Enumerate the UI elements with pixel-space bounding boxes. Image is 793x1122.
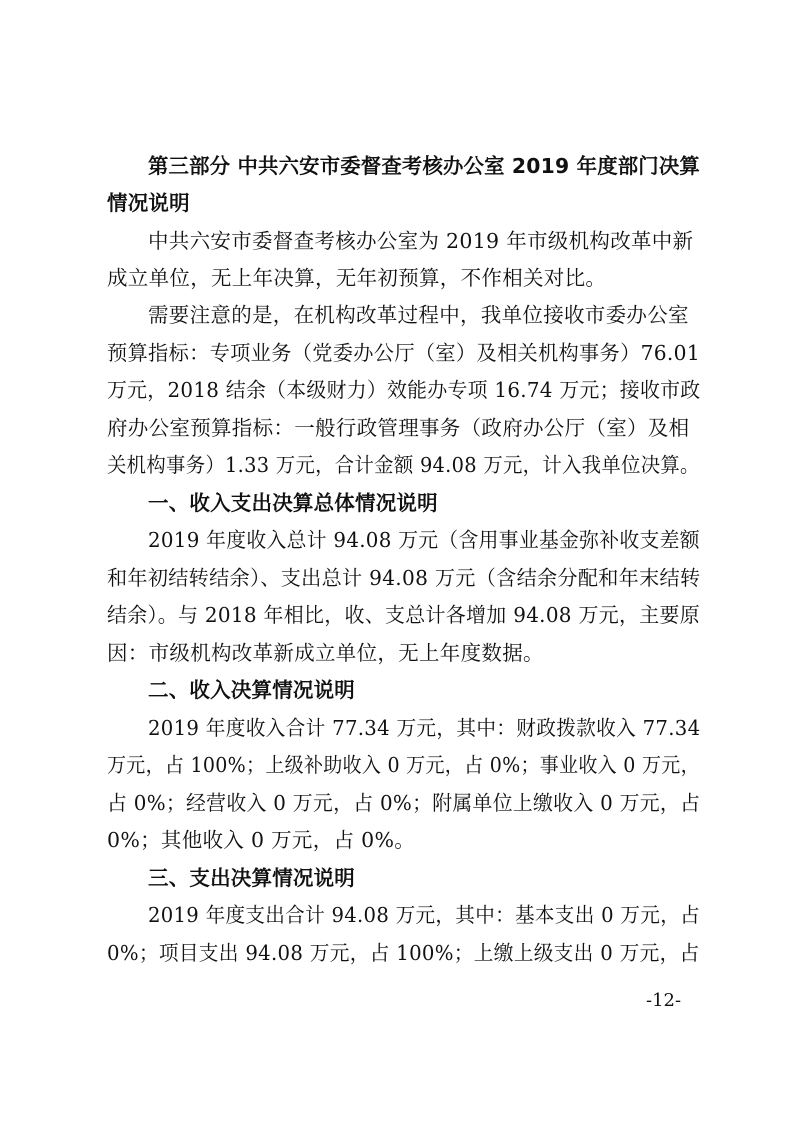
note-paragraph-line-2: 预算指标：专项业务（党委办公厅（室）及相关机构事务）76.01 [107,341,701,365]
note-paragraph-line-5: 关机构事务）1.33 万元，合计金额 94.08 万元，计入我单位决算。 [107,453,700,477]
section2-line-2: 万元，占 100%；上级补助收入 0 万元，占 0%；事业收入 0 万元， [107,753,700,777]
page-number: -12- [646,990,682,1011]
section1-line-1: 2019 年度收入总计 94.08 万元（含用事业基金弥补收支差额 [148,528,700,552]
intro-paragraph-line-2: 成立单位，无上年决算，无年初预算，不作相关对比。 [107,266,607,290]
section3-line-2: 0%；项目支出 94.08 万元，占 100%；上缴上级支出 0 万元，占 [107,941,700,965]
note-paragraph-line-3: 万元，2018 结余（本级财力）效能办专项 16.74 万元；接收市政 [107,378,701,402]
section3-line-1: 2019 年度支出合计 94.08 万元，其中：基本支出 0 万元，占 [148,903,701,927]
section1-line-2: 和年初结转结余）、支出总计 94.08 万元（含结余分配和年末结转 [107,566,701,590]
document-title-line-1: 第三部分 中共六安市委督查考核办公室 2019 年度部门决算 [148,154,700,178]
section3-heading: 三、支出决算情况说明 [148,866,355,890]
document-title-line-2: 情况说明 [107,191,190,215]
section2-heading: 二、收入决算情况说明 [148,678,355,702]
section2-line-3: 占 0%；经营收入 0 万元，占 0%；附属单位上缴收入 0 万元，占 [107,791,701,815]
section2-line-1: 2019 年度收入合计 77.34 万元，其中：财政拨款收入 77.34 [148,716,701,740]
note-paragraph-line-4: 府办公室预算指标：一般行政管理事务（政府办公厅（室）及相 [107,416,690,440]
section2-line-4: 0%；其他收入 0 万元，占 0%。 [107,828,416,852]
section1-heading: 一、收入支出决算总体情况说明 [148,491,438,515]
note-paragraph-line-1: 需要注意的是，在机构改革过程中，我单位接收市委办公室 [148,303,689,327]
section1-line-3: 结余）。与 2018 年相比，收、支总计各增加 94.08 万元，主要原 [107,603,700,627]
section1-line-4: 因：市级机构改革新成立单位，无上年度数据。 [107,641,544,665]
intro-paragraph-line-1: 中共六安市委督查考核办公室为 2019 年市级机构改革中新 [148,229,694,253]
